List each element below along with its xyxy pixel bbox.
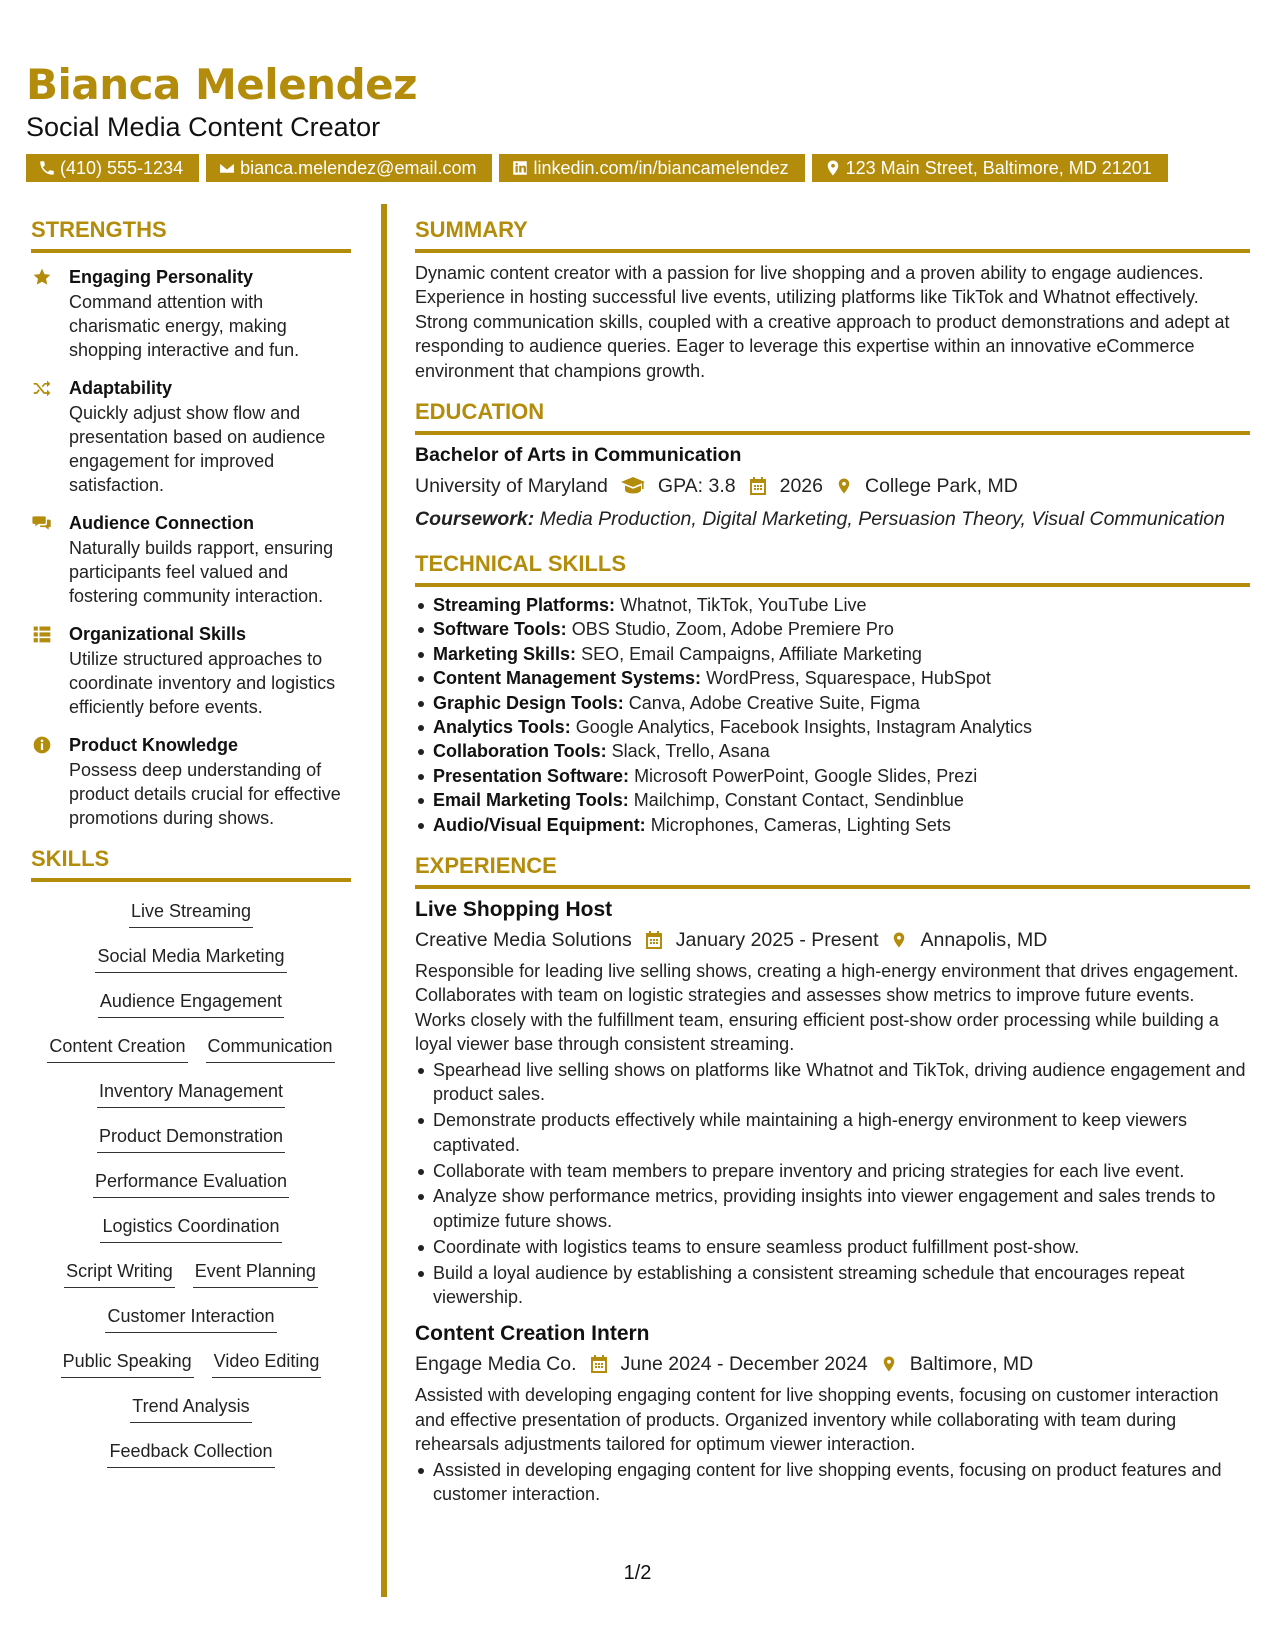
job-dates: June 2024 - December 2024: [620, 1353, 868, 1376]
job-title: Content Creation Intern: [415, 1322, 650, 1346]
contact-linkedin-text: linkedin.com/in/biancamelendez: [533, 158, 789, 178]
job-entry: [415, 895, 1250, 1309]
strength-name: Engaging Personality: [69, 267, 254, 287]
strength-desc: Command attention with charismatic energy, making shopping interactive and fun.: [69, 292, 300, 360]
star-icon: [31, 267, 53, 287]
technical-skills-list: [415, 593, 1250, 837]
list-item: Graphic Design Tools: Canva, Adobe Creative Suite, Figma: [415, 691, 1250, 715]
edu-gpa: GPA: 3.8: [657, 475, 736, 498]
edu-coursework: [415, 507, 1250, 531]
location-pin-icon: [880, 1353, 898, 1375]
job-meta: [415, 1349, 1250, 1379]
strength-item: [31, 265, 351, 362]
contact-linkedin[interactable]: [499, 154, 804, 182]
coursework-text: Media Production, Digital Marketing, Persuasion Theory, Visual Communication: [539, 508, 1225, 531]
job-title: Live Shopping Host: [415, 898, 613, 922]
phone-icon: [38, 159, 56, 177]
skills-list: [31, 898, 351, 1483]
right-column: [415, 215, 1250, 1508]
skill-tag: Video Editing: [212, 1348, 322, 1378]
experience-heading: EXPERIENCE: [415, 853, 557, 879]
summary-text: Dynamic content creator with a passion for live shopping and a proven ability to engage audiences. Experience in hosting successful live events, utilizing platforms like TikTok and Whatnot effectively. Strong communication skills, coupled with a creative approach to product demonstrations and adept at responding to audience queries. Eager to leverage this expertise within an innovative eCommerce environment that champions growth.: [415, 263, 1230, 381]
contact-phone[interactable]: [26, 154, 199, 182]
list-item: Email Marketing Tools: Mailchimp, Constant Contact, Sendinblue: [415, 788, 1250, 812]
list-item: Marketing Skills: SEO, Email Campaigns, Affiliate Marketing: [415, 642, 1250, 666]
skill-tag: Product Demonstration: [97, 1123, 285, 1153]
left-column: [31, 215, 351, 1483]
comments-icon: [31, 513, 53, 533]
skill-tag: Script Writing: [64, 1258, 175, 1288]
list-item: Content Management Systems: WordPress, Squarespace, HubSpot: [415, 666, 1250, 690]
strength-desc: Utilize structured approaches to coordinate inventory and logistics efficiently before events.: [69, 649, 336, 717]
skill-tag: Trend Analysis: [130, 1393, 251, 1423]
contact-email-text: bianca.melendez@email.com: [240, 158, 477, 178]
job-entry: [415, 1319, 1250, 1506]
education-heading: EDUCATION: [415, 399, 545, 425]
skill-tag: Social Media Marketing: [95, 943, 286, 973]
location-pin-icon: [835, 475, 853, 497]
contact-email[interactable]: [206, 154, 492, 182]
contact-address-text: 123 Main Street, Baltimore, MD 21201: [845, 158, 1152, 178]
list-item: Assisted in developing engaging content for live shopping events, focusing on product features and customer interaction.: [415, 1458, 1250, 1507]
edu-details: [415, 471, 1250, 501]
strength-item: [31, 622, 351, 719]
contact-address: [812, 154, 1168, 182]
column-divider: [381, 204, 387, 1597]
education-rule: [415, 431, 1250, 435]
list-item: Collaborate with team members to prepare inventory and pricing strategies for each live event.: [415, 1159, 1250, 1183]
envelope-icon: [218, 159, 236, 177]
coursework-label: Coursework:: [415, 508, 535, 531]
skills-rule: [31, 878, 351, 882]
strengths-rule: [31, 249, 351, 253]
contact-phone-text: (410) 555-1234: [60, 158, 184, 178]
list-item: Collaboration Tools: Slack, Trello, Asana: [415, 739, 1250, 763]
edu-year: 2026: [779, 475, 823, 498]
skill-tag: Event Planning: [193, 1258, 318, 1288]
job-bullets: [415, 1458, 1250, 1507]
job-bullets: [415, 1058, 1250, 1310]
list-item: Presentation Software: Microsoft PowerPoint, Google Slides, Prezi: [415, 764, 1250, 788]
skill-tag: Logistics Coordination: [100, 1213, 281, 1243]
job-description: Responsible for leading live selling shows, creating a high-energy environment that drives engagement. Collaborates with team on logistic strategies and assesses show metrics to improve future events. Works closely with the fulfillment team, ensuring efficient post-show order processing while building a loyal viewer base through consistent streaming.: [415, 961, 1239, 1054]
skill-tag: Performance Evaluation: [93, 1168, 289, 1198]
skill-tag: Feedback Collection: [107, 1438, 274, 1468]
experience-rule: [415, 885, 1250, 889]
strength-name: Adaptability: [69, 378, 173, 398]
list-item: Coordinate with logistics teams to ensure seamless product fulfillment post-show.: [415, 1235, 1250, 1259]
job-company: Engage Media Co.: [415, 1353, 577, 1376]
skill-tag: Customer Interaction: [105, 1303, 276, 1333]
edu-location: College Park, MD: [864, 475, 1018, 498]
strength-desc: Quickly adjust show flow and presentation based on audience engagement for improved satisfaction.: [69, 403, 326, 495]
list-item: Analyze show performance metrics, providing insights into viewer engagement and sales trends to optimize future shows.: [415, 1184, 1250, 1233]
strength-name: Organizational Skills: [69, 624, 247, 644]
calendar-icon: [644, 930, 664, 950]
technical-skills-rule: [415, 583, 1250, 587]
skill-tag: Public Speaking: [61, 1348, 194, 1378]
strength-name: Audience Connection: [69, 513, 255, 533]
list-item: Demonstrate products effectively while maintaining a high-energy environment to keep viewers captivated.: [415, 1108, 1250, 1157]
candidate-title: Social Media Content Creator: [26, 112, 381, 142]
job-location: Annapolis, MD: [920, 929, 1048, 952]
skill-tag: Content Creation: [47, 1033, 187, 1063]
edu-school: University of Maryland: [415, 475, 608, 498]
calendar-icon: [589, 1354, 609, 1374]
location-pin-icon: [890, 929, 908, 951]
list-item: Analytics Tools: Google Analytics, Facebook Insights, Instagram Analytics: [415, 715, 1250, 739]
edu-degree: Bachelor of Arts in Communication: [415, 444, 742, 467]
graduation-cap-icon: [620, 476, 646, 496]
strength-item: [31, 733, 351, 830]
list-item: Spearhead live selling shows on platforms like Whatnot and TikTok, driving audience engagement and product sales.: [415, 1058, 1250, 1107]
strength-item: [31, 376, 351, 497]
shuffle-icon: [31, 378, 53, 398]
summary-heading: SUMMARY: [415, 217, 528, 242]
list-item: Build a loyal audience by establishing a consistent streaming schedule that encourages repeat viewership.: [415, 1261, 1250, 1310]
job-company: Creative Media Solutions: [415, 929, 632, 952]
list-icon: [31, 624, 53, 644]
strength-item: [31, 511, 351, 608]
job-meta: [415, 925, 1250, 955]
location-pin-icon: [824, 159, 842, 177]
contact-bar: [26, 154, 1256, 182]
linkedin-icon: [511, 159, 529, 177]
job-dates: January 2025 - Present: [675, 929, 879, 952]
list-item: Software Tools: OBS Studio, Zoom, Adobe Premiere Pro: [415, 617, 1250, 641]
experience-list: [415, 895, 1250, 1507]
skills-heading: SKILLS: [31, 846, 110, 871]
skill-tag: Audience Engagement: [98, 988, 284, 1018]
list-item: Streaming Platforms: Whatnot, TikTok, YouTube Live: [415, 593, 1250, 617]
calendar-icon: [748, 476, 768, 496]
strength-name: Product Knowledge: [69, 735, 239, 755]
list-item: Audio/Visual Equipment: Microphones, Cameras, Lighting Sets: [415, 813, 1250, 837]
info-circle-icon: [31, 735, 53, 755]
strengths-heading: STRENGTHS: [31, 217, 167, 242]
resume-header: [26, 58, 1256, 182]
strength-desc: Possess deep understanding of product details crucial for effective promotions during shows.: [69, 760, 341, 828]
skill-tag: Live Streaming: [129, 898, 253, 928]
strength-desc: Naturally builds rapport, ensuring participants feel valued and fostering community interaction.: [69, 538, 334, 606]
candidate-name: Bianca Melendez: [26, 60, 418, 109]
page-number: 1/2: [623, 1562, 652, 1584]
job-description: Assisted with developing engaging content for live shopping events, focusing on customer interaction and effective presentation of products. Organized inventory while collaborating with team during rehearsals adjustments tailored for optimum viewer interaction.: [415, 1385, 1219, 1454]
technical-skills-heading: TECHNICAL SKILLS: [415, 551, 627, 577]
skill-tag: Inventory Management: [97, 1078, 285, 1108]
skill-tag: Communication: [206, 1033, 335, 1063]
job-location: Baltimore, MD: [909, 1353, 1034, 1376]
summary-rule: [415, 249, 1250, 253]
